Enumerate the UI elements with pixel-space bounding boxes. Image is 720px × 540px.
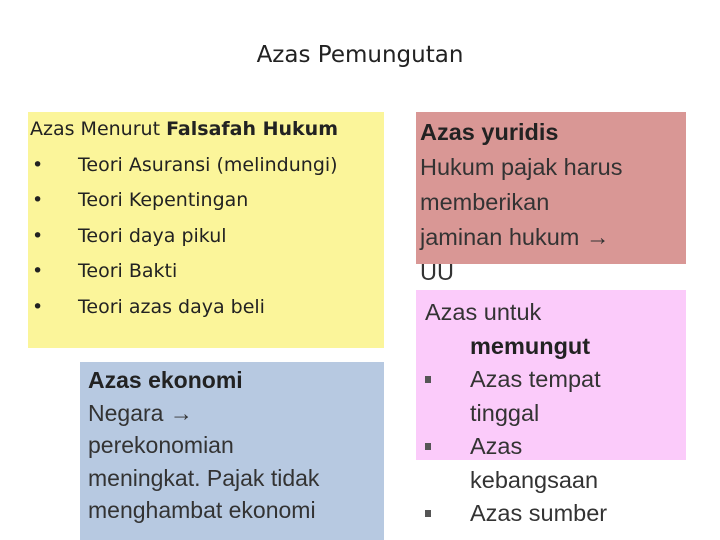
list-item — [30, 219, 390, 255]
list-item — [420, 497, 710, 531]
yuridis-line: Hukum pajak harus — [420, 154, 623, 180]
list-item — [420, 363, 710, 430]
list-item-label: Teori azas daya beli — [78, 295, 265, 318]
falsafah-heading-prefix: Azas Menurut — [30, 118, 167, 140]
list-item-line1: Azas sumber — [470, 500, 608, 526]
ekonomi-block — [88, 364, 382, 527]
yuridis-line-jaminan-text: jaminan hukum — [420, 224, 580, 250]
memungut-list — [420, 363, 710, 531]
square-bullet-icon — [425, 510, 431, 517]
list-item-line1: Azas — [470, 433, 523, 459]
falsafah-heading — [30, 112, 390, 148]
ekonomi-line-negara-text: Negara — [88, 399, 164, 426]
yuridis-line: UU — [420, 259, 454, 285]
ekonomi-heading: Azas ekonomi — [88, 367, 243, 393]
bullet-icon: • — [32, 295, 44, 318]
list-item — [30, 183, 390, 219]
list-item-label: Teori Bakti — [78, 260, 178, 282]
square-bullet-icon — [425, 443, 431, 450]
list-item — [420, 430, 710, 497]
arrow-right-icon: → — [169, 399, 193, 426]
bullet-icon: • — [32, 260, 44, 282]
square-bullet-icon — [425, 376, 431, 383]
list-item — [30, 290, 390, 326]
falsafah-block — [30, 112, 390, 325]
bullet-icon: • — [32, 153, 44, 176]
list-item-label: Teori Asuransi (melindungi) — [78, 153, 338, 176]
ekonomi-line: meningkat. Pajak tidak — [88, 464, 320, 491]
yuridis-line: memberikan — [420, 189, 550, 215]
falsafah-list — [30, 148, 390, 326]
list-item-line2: kebangsaan — [470, 466, 599, 493]
ekonomi-line: menghambat ekonomi — [88, 497, 316, 523]
memungut-block — [420, 296, 710, 531]
slide-title: Azas Pemungutan — [256, 42, 464, 68]
list-item — [30, 148, 390, 184]
yuridis-heading: Azas yuridis — [420, 119, 559, 145]
ekonomi-line: perekonomian — [88, 432, 234, 458]
bullet-icon: • — [32, 189, 44, 211]
list-item-label: Teori Kepentingan — [78, 189, 249, 211]
arrow-right-icon: → — [585, 224, 610, 250]
bullet-icon: • — [32, 224, 44, 247]
ekonomi-line-negara — [88, 397, 382, 430]
falsafah-heading-bold: Falsafah Hukum — [166, 118, 339, 140]
yuridis-block — [420, 115, 690, 290]
memungut-heading-line1: Azas untuk — [425, 299, 542, 325]
memungut-heading-line2: memungut — [470, 332, 591, 359]
list-item-label: Teori daya pikul — [78, 224, 227, 247]
yuridis-line-jaminan — [420, 220, 690, 255]
list-item — [30, 254, 390, 290]
list-item-line1: Azas tempat — [470, 366, 601, 392]
list-item-line2: tinggal — [470, 399, 540, 426]
